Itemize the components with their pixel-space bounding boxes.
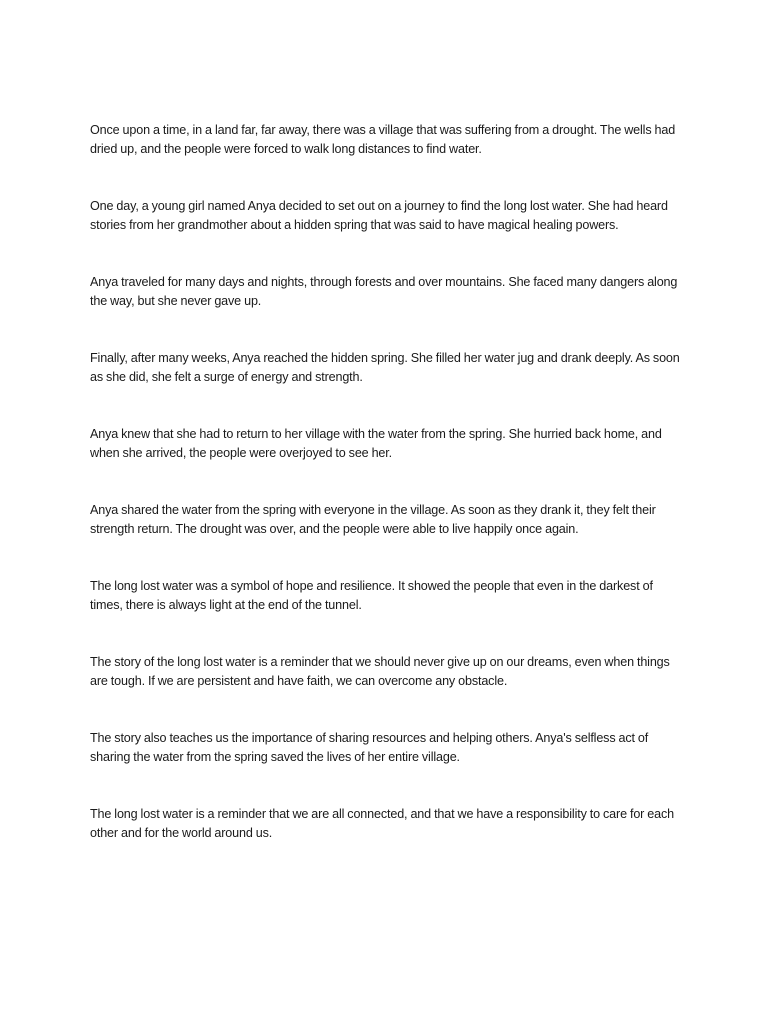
paragraph-9: The story also teaches us the importance of sharing resources and helping others. Anya's selfless act of sharing the water from the spring saved the lives of her entire village. <box>90 731 649 764</box>
paragraph-4: Finally, after many weeks, Anya reached the hidden spring. She filled her water jug and drank deeply. As soon as she did, she felt a surge of energy and strength. <box>90 351 680 384</box>
paragraph-2: One day, a young girl named Anya decided to set out on a journey to find the long lost water. She had heard stories from her grandmother about a hidden spring that was said to have magical healing powers. <box>90 199 668 232</box>
document-body <box>90 121 682 881</box>
paragraph-5: Anya knew that she had to return to her village with the water from the spring. She hurried back home, and when she arrived, the people were overjoyed to see her. <box>90 427 662 460</box>
paragraph-8: The story of the long lost water is a reminder that we should never give up on our dreams, even when things are tough. If we are persistent and have faith, we can overcome any obstacle. <box>90 655 670 688</box>
paragraph-7: The long lost water was a symbol of hope and resilience. It showed the people that even in the darkest of times, there is always light at the end of the tunnel. <box>90 579 653 612</box>
paragraph-10: The long lost water is a reminder that we are all connected, and that we have a responsibility to care for each other and for the world around us. <box>90 807 674 840</box>
paragraph-3: Anya traveled for many days and nights, through forests and over mountains. She faced many dangers along the way, but she never gave up. <box>90 275 678 308</box>
paragraph-6: Anya shared the water from the spring with everyone in the village. As soon as they drank it, they felt their strength return. The drought was over, and the people were able to live happily once again. <box>90 503 656 536</box>
paragraph-1: Once upon a time, in a land far, far away, there was a village that was suffering from a drought. The wells had dried up, and the people were forced to walk long distances to find water. <box>90 123 676 156</box>
